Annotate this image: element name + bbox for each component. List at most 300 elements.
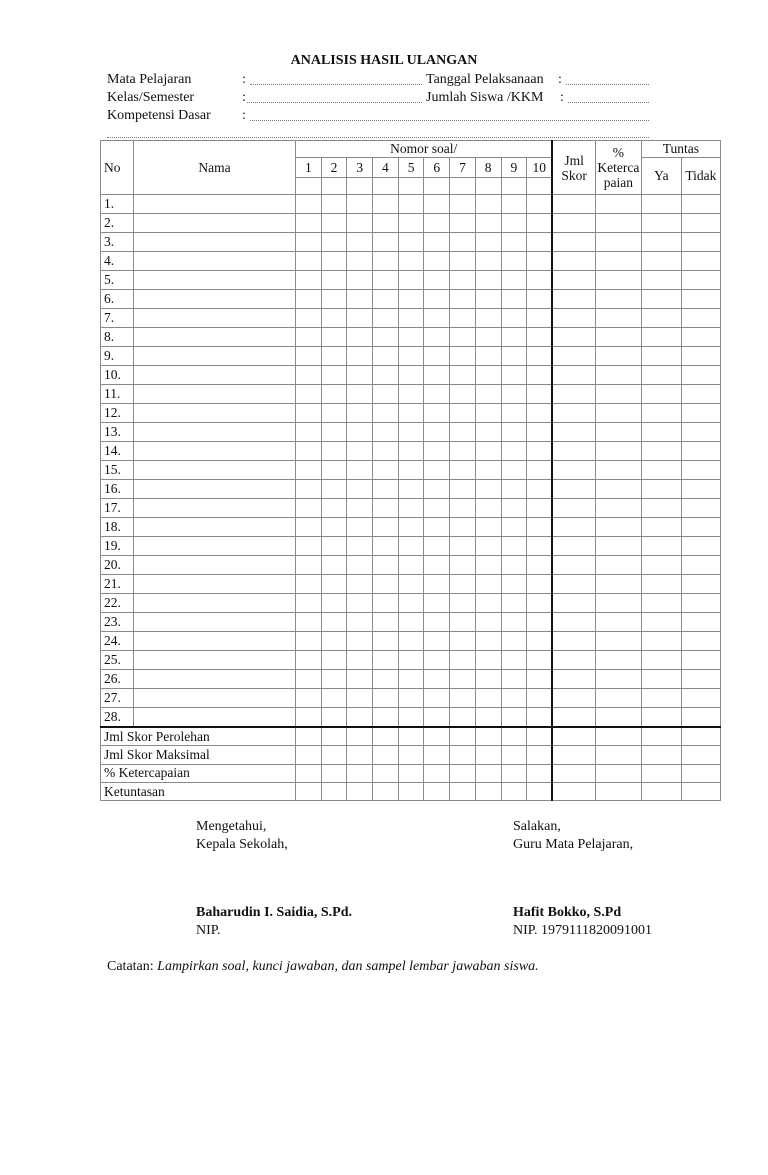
score-cell[interactable]: [527, 385, 553, 404]
jml-skor-cell[interactable]: [552, 556, 595, 575]
score-cell[interactable]: [450, 518, 476, 537]
score-cell[interactable]: [450, 442, 476, 461]
score-cell[interactable]: [321, 499, 347, 518]
summary-score-cell[interactable]: [527, 727, 553, 746]
score-cell[interactable]: [398, 556, 424, 575]
tuntas-ya-cell[interactable]: [641, 480, 681, 499]
score-cell[interactable]: [424, 708, 450, 728]
tuntas-tidak-cell[interactable]: [681, 309, 720, 328]
score-cell[interactable]: [424, 537, 450, 556]
score-cell[interactable]: [373, 214, 399, 233]
jml-skor-cell[interactable]: [552, 290, 595, 309]
score-cell[interactable]: [373, 233, 399, 252]
summary-pct-cell[interactable]: [595, 746, 641, 764]
tuntas-tidak-cell[interactable]: [681, 575, 720, 594]
score-cell[interactable]: [424, 613, 450, 632]
score-cell[interactable]: [501, 708, 527, 728]
tuntas-ya-cell[interactable]: [641, 423, 681, 442]
score-cell[interactable]: [475, 499, 501, 518]
score-cell[interactable]: [373, 537, 399, 556]
score-cell[interactable]: [347, 385, 373, 404]
summary-score-cell[interactable]: [501, 782, 527, 800]
score-cell[interactable]: [501, 613, 527, 632]
score-cell[interactable]: [373, 499, 399, 518]
score-cell[interactable]: [450, 328, 476, 347]
ketercapaian-cell[interactable]: [595, 670, 641, 689]
score-cell[interactable]: [501, 575, 527, 594]
score-cell[interactable]: [398, 328, 424, 347]
score-cell[interactable]: [527, 233, 553, 252]
score-cell[interactable]: [347, 423, 373, 442]
tuntas-tidak-cell[interactable]: [681, 670, 720, 689]
score-cell[interactable]: [296, 651, 322, 670]
field-tanggal-pelaksanaan[interactable]: [566, 73, 649, 85]
score-cell[interactable]: [424, 271, 450, 290]
score-cell[interactable]: [398, 689, 424, 708]
score-cell[interactable]: [475, 195, 501, 214]
summary-score-cell[interactable]: [296, 746, 322, 764]
score-cell[interactable]: [501, 214, 527, 233]
jml-skor-cell[interactable]: [552, 214, 595, 233]
score-cell[interactable]: [321, 537, 347, 556]
score-cell[interactable]: [424, 575, 450, 594]
summary-pct-cell[interactable]: [595, 782, 641, 800]
score-cell[interactable]: [398, 442, 424, 461]
name-cell[interactable]: [134, 423, 296, 442]
score-cell[interactable]: [450, 575, 476, 594]
score-cell[interactable]: [475, 309, 501, 328]
score-cell[interactable]: [527, 499, 553, 518]
score-cell[interactable]: [373, 252, 399, 271]
summary-score-cell[interactable]: [501, 746, 527, 764]
score-cell[interactable]: [398, 594, 424, 613]
score-cell[interactable]: [527, 575, 553, 594]
score-cell[interactable]: [373, 309, 399, 328]
ketercapaian-cell[interactable]: [595, 556, 641, 575]
score-cell[interactable]: [527, 423, 553, 442]
summary-score-cell[interactable]: [347, 727, 373, 746]
score-cell[interactable]: [475, 575, 501, 594]
summary-score-cell[interactable]: [347, 764, 373, 782]
summary-score-cell[interactable]: [296, 782, 322, 800]
score-cell[interactable]: [296, 537, 322, 556]
ketercapaian-cell[interactable]: [595, 537, 641, 556]
score-cell[interactable]: [347, 632, 373, 651]
score-cell[interactable]: [347, 537, 373, 556]
score-cell[interactable]: [398, 290, 424, 309]
score-cell[interactable]: [527, 347, 553, 366]
score-cell[interactable]: [321, 651, 347, 670]
score-cell[interactable]: [321, 328, 347, 347]
score-cell[interactable]: [347, 366, 373, 385]
jml-skor-cell[interactable]: [552, 385, 595, 404]
tuntas-tidak-cell[interactable]: [681, 233, 720, 252]
score-cell[interactable]: [296, 499, 322, 518]
score-cell[interactable]: [501, 423, 527, 442]
score-cell[interactable]: [321, 461, 347, 480]
score-cell[interactable]: [296, 404, 322, 423]
score-cell[interactable]: [347, 290, 373, 309]
score-cell[interactable]: [424, 594, 450, 613]
name-cell[interactable]: [134, 233, 296, 252]
score-cell[interactable]: [527, 632, 553, 651]
summary-score-cell[interactable]: [398, 782, 424, 800]
score-cell[interactable]: [450, 670, 476, 689]
summary-score-cell[interactable]: [475, 727, 501, 746]
score-cell[interactable]: [501, 404, 527, 423]
jml-skor-cell[interactable]: [552, 499, 595, 518]
tuntas-ya-cell[interactable]: [641, 404, 681, 423]
name-cell[interactable]: [134, 366, 296, 385]
score-cell[interactable]: [450, 366, 476, 385]
summary-score-cell[interactable]: [373, 727, 399, 746]
ketercapaian-cell[interactable]: [595, 252, 641, 271]
score-cell[interactable]: [527, 404, 553, 423]
score-cell[interactable]: [501, 480, 527, 499]
summary-jml-cell[interactable]: [552, 782, 595, 800]
score-cell[interactable]: [373, 613, 399, 632]
score-cell[interactable]: [450, 252, 476, 271]
score-cell[interactable]: [321, 556, 347, 575]
score-cell[interactable]: [475, 233, 501, 252]
score-cell[interactable]: [475, 423, 501, 442]
score-cell[interactable]: [527, 309, 553, 328]
score-cell[interactable]: [347, 347, 373, 366]
tuntas-tidak-cell[interactable]: [681, 290, 720, 309]
name-cell[interactable]: [134, 689, 296, 708]
jml-skor-cell[interactable]: [552, 708, 595, 728]
score-cell[interactable]: [424, 442, 450, 461]
jml-skor-cell[interactable]: [552, 518, 595, 537]
field-jumlah-siswa-kkm[interactable]: [568, 91, 649, 103]
score-cell[interactable]: [296, 252, 322, 271]
score-cell[interactable]: [501, 290, 527, 309]
summary-ya-cell[interactable]: [641, 764, 681, 782]
tuntas-tidak-cell[interactable]: [681, 613, 720, 632]
summary-pct-cell[interactable]: [595, 727, 641, 746]
score-cell[interactable]: [321, 195, 347, 214]
tuntas-tidak-cell[interactable]: [681, 461, 720, 480]
summary-score-cell[interactable]: [475, 782, 501, 800]
score-cell[interactable]: [347, 214, 373, 233]
jml-skor-cell[interactable]: [552, 271, 595, 290]
score-cell[interactable]: [347, 195, 373, 214]
summary-jml-cell[interactable]: [552, 746, 595, 764]
score-cell[interactable]: [475, 252, 501, 271]
tuntas-tidak-cell[interactable]: [681, 499, 720, 518]
score-cell[interactable]: [373, 556, 399, 575]
score-cell[interactable]: [527, 651, 553, 670]
jml-skor-cell[interactable]: [552, 309, 595, 328]
score-cell[interactable]: [475, 214, 501, 233]
ketercapaian-cell[interactable]: [595, 461, 641, 480]
score-cell[interactable]: [424, 366, 450, 385]
score-cell[interactable]: [347, 404, 373, 423]
summary-ya-cell[interactable]: [641, 746, 681, 764]
score-cell[interactable]: [475, 556, 501, 575]
score-cell[interactable]: [424, 328, 450, 347]
summary-score-cell[interactable]: [527, 782, 553, 800]
score-cell[interactable]: [398, 461, 424, 480]
ketercapaian-cell[interactable]: [595, 290, 641, 309]
score-cell[interactable]: [398, 347, 424, 366]
score-cell[interactable]: [527, 328, 553, 347]
score-cell[interactable]: [373, 689, 399, 708]
jml-skor-cell[interactable]: [552, 480, 595, 499]
summary-pct-cell[interactable]: [595, 764, 641, 782]
score-cell[interactable]: [450, 233, 476, 252]
score-cell[interactable]: [527, 537, 553, 556]
summary-score-cell[interactable]: [347, 746, 373, 764]
tuntas-tidak-cell[interactable]: [681, 271, 720, 290]
ketercapaian-cell[interactable]: [595, 328, 641, 347]
summary-ya-cell[interactable]: [641, 727, 681, 746]
tuntas-tidak-cell[interactable]: [681, 594, 720, 613]
tuntas-ya-cell[interactable]: [641, 575, 681, 594]
summary-score-cell[interactable]: [321, 782, 347, 800]
tuntas-tidak-cell[interactable]: [681, 366, 720, 385]
score-cell[interactable]: [347, 309, 373, 328]
score-cell[interactable]: [296, 328, 322, 347]
summary-score-cell[interactable]: [398, 727, 424, 746]
ketercapaian-cell[interactable]: [595, 442, 641, 461]
score-cell[interactable]: [296, 214, 322, 233]
score-cell[interactable]: [501, 385, 527, 404]
jml-skor-cell[interactable]: [552, 670, 595, 689]
summary-tidak-cell[interactable]: [681, 782, 720, 800]
score-cell[interactable]: [424, 404, 450, 423]
jml-skor-cell[interactable]: [552, 347, 595, 366]
ketercapaian-cell[interactable]: [595, 480, 641, 499]
score-cell[interactable]: [450, 404, 476, 423]
name-cell[interactable]: [134, 575, 296, 594]
score-cell[interactable]: [398, 651, 424, 670]
ketercapaian-cell[interactable]: [595, 214, 641, 233]
score-cell[interactable]: [450, 347, 476, 366]
score-cell[interactable]: [475, 670, 501, 689]
name-cell[interactable]: [134, 670, 296, 689]
summary-score-cell[interactable]: [527, 746, 553, 764]
score-cell[interactable]: [475, 594, 501, 613]
score-cell[interactable]: [450, 480, 476, 499]
jml-skor-cell[interactable]: [552, 328, 595, 347]
score-cell[interactable]: [373, 708, 399, 728]
score-cell[interactable]: [450, 708, 476, 728]
tuntas-ya-cell[interactable]: [641, 518, 681, 537]
tuntas-tidak-cell[interactable]: [681, 442, 720, 461]
score-cell[interactable]: [450, 537, 476, 556]
name-cell[interactable]: [134, 214, 296, 233]
jml-skor-cell[interactable]: [552, 233, 595, 252]
score-cell[interactable]: [398, 271, 424, 290]
ketercapaian-cell[interactable]: [595, 233, 641, 252]
score-cell[interactable]: [398, 195, 424, 214]
tuntas-ya-cell[interactable]: [641, 651, 681, 670]
summary-score-cell[interactable]: [424, 727, 450, 746]
score-cell[interactable]: [398, 309, 424, 328]
score-cell[interactable]: [321, 290, 347, 309]
score-cell[interactable]: [475, 689, 501, 708]
score-cell[interactable]: [501, 537, 527, 556]
score-cell[interactable]: [321, 575, 347, 594]
summary-score-cell[interactable]: [321, 764, 347, 782]
ketercapaian-cell[interactable]: [595, 499, 641, 518]
score-cell[interactable]: [501, 252, 527, 271]
score-cell[interactable]: [527, 461, 553, 480]
tuntas-tidak-cell[interactable]: [681, 556, 720, 575]
score-cell[interactable]: [373, 651, 399, 670]
score-cell[interactable]: [501, 195, 527, 214]
score-cell[interactable]: [450, 651, 476, 670]
tuntas-ya-cell[interactable]: [641, 556, 681, 575]
score-cell[interactable]: [424, 670, 450, 689]
score-cell[interactable]: [450, 613, 476, 632]
score-cell[interactable]: [296, 708, 322, 728]
score-cell[interactable]: [296, 271, 322, 290]
score-cell[interactable]: [398, 575, 424, 594]
jml-skor-cell[interactable]: [552, 537, 595, 556]
score-cell[interactable]: [501, 309, 527, 328]
jml-skor-cell[interactable]: [552, 689, 595, 708]
score-cell[interactable]: [501, 632, 527, 651]
score-cell[interactable]: [501, 328, 527, 347]
tuntas-tidak-cell[interactable]: [681, 518, 720, 537]
score-cell[interactable]: [450, 594, 476, 613]
score-cell[interactable]: [424, 480, 450, 499]
tuntas-ya-cell[interactable]: [641, 233, 681, 252]
tuntas-tidak-cell[interactable]: [681, 708, 720, 728]
name-cell[interactable]: [134, 309, 296, 328]
score-cell[interactable]: [475, 632, 501, 651]
score-cell[interactable]: [475, 708, 501, 728]
tuntas-tidak-cell[interactable]: [681, 632, 720, 651]
score-cell[interactable]: [296, 195, 322, 214]
score-cell[interactable]: [424, 518, 450, 537]
name-cell[interactable]: [134, 328, 296, 347]
jml-skor-cell[interactable]: [552, 575, 595, 594]
score-cell[interactable]: [398, 670, 424, 689]
score-cell[interactable]: [347, 708, 373, 728]
score-cell[interactable]: [450, 423, 476, 442]
ketercapaian-cell[interactable]: [595, 575, 641, 594]
tuntas-tidak-cell[interactable]: [681, 385, 720, 404]
score-cell[interactable]: [373, 404, 399, 423]
summary-score-cell[interactable]: [373, 782, 399, 800]
summary-score-cell[interactable]: [373, 746, 399, 764]
score-cell[interactable]: [527, 594, 553, 613]
tuntas-ya-cell[interactable]: [641, 537, 681, 556]
score-cell[interactable]: [424, 651, 450, 670]
score-cell[interactable]: [347, 575, 373, 594]
score-cell[interactable]: [501, 442, 527, 461]
score-cell[interactable]: [347, 442, 373, 461]
score-cell[interactable]: [450, 632, 476, 651]
score-cell[interactable]: [424, 461, 450, 480]
score-cell[interactable]: [296, 347, 322, 366]
field-kompetensi-dasar[interactable]: [250, 109, 649, 121]
score-cell[interactable]: [296, 461, 322, 480]
score-cell[interactable]: [398, 214, 424, 233]
summary-tidak-cell[interactable]: [681, 727, 720, 746]
tuntas-tidak-cell[interactable]: [681, 480, 720, 499]
score-cell[interactable]: [475, 347, 501, 366]
score-cell[interactable]: [527, 556, 553, 575]
score-cell[interactable]: [373, 195, 399, 214]
score-cell[interactable]: [424, 385, 450, 404]
ketercapaian-cell[interactable]: [595, 632, 641, 651]
score-cell[interactable]: [475, 385, 501, 404]
ketercapaian-cell[interactable]: [595, 423, 641, 442]
score-cell[interactable]: [321, 404, 347, 423]
score-cell[interactable]: [527, 708, 553, 728]
score-cell[interactable]: [347, 613, 373, 632]
tuntas-ya-cell[interactable]: [641, 499, 681, 518]
summary-score-cell[interactable]: [398, 746, 424, 764]
name-cell[interactable]: [134, 461, 296, 480]
score-cell[interactable]: [527, 613, 553, 632]
name-cell[interactable]: [134, 556, 296, 575]
score-cell[interactable]: [347, 689, 373, 708]
score-cell[interactable]: [347, 670, 373, 689]
summary-ya-cell[interactable]: [641, 782, 681, 800]
score-cell[interactable]: [450, 556, 476, 575]
score-cell[interactable]: [373, 575, 399, 594]
tuntas-tidak-cell[interactable]: [681, 689, 720, 708]
tuntas-ya-cell[interactable]: [641, 195, 681, 214]
summary-score-cell[interactable]: [321, 727, 347, 746]
score-cell[interactable]: [501, 670, 527, 689]
score-cell[interactable]: [321, 708, 347, 728]
score-cell[interactable]: [501, 518, 527, 537]
summary-tidak-cell[interactable]: [681, 764, 720, 782]
tuntas-tidak-cell[interactable]: [681, 423, 720, 442]
name-cell[interactable]: [134, 271, 296, 290]
tuntas-ya-cell[interactable]: [641, 214, 681, 233]
score-cell[interactable]: [296, 556, 322, 575]
score-cell[interactable]: [501, 499, 527, 518]
summary-score-cell[interactable]: [296, 764, 322, 782]
score-cell[interactable]: [373, 366, 399, 385]
tuntas-ya-cell[interactable]: [641, 385, 681, 404]
score-cell[interactable]: [321, 594, 347, 613]
score-cell[interactable]: [450, 385, 476, 404]
score-cell[interactable]: [501, 271, 527, 290]
score-cell[interactable]: [450, 214, 476, 233]
ketercapaian-cell[interactable]: [595, 385, 641, 404]
score-cell[interactable]: [398, 613, 424, 632]
score-cell[interactable]: [527, 195, 553, 214]
score-cell[interactable]: [450, 309, 476, 328]
name-cell[interactable]: [134, 594, 296, 613]
score-cell[interactable]: [296, 594, 322, 613]
score-cell[interactable]: [321, 366, 347, 385]
tuntas-ya-cell[interactable]: [641, 347, 681, 366]
name-cell[interactable]: [134, 613, 296, 632]
score-cell[interactable]: [373, 290, 399, 309]
score-cell[interactable]: [296, 290, 322, 309]
score-cell[interactable]: [296, 423, 322, 442]
jml-skor-cell[interactable]: [552, 461, 595, 480]
score-cell[interactable]: [373, 461, 399, 480]
score-cell[interactable]: [347, 328, 373, 347]
score-cell[interactable]: [296, 632, 322, 651]
score-cell[interactable]: [475, 518, 501, 537]
name-cell[interactable]: [134, 632, 296, 651]
name-cell[interactable]: [134, 651, 296, 670]
score-cell[interactable]: [475, 328, 501, 347]
summary-tidak-cell[interactable]: [681, 746, 720, 764]
score-cell[interactable]: [321, 632, 347, 651]
